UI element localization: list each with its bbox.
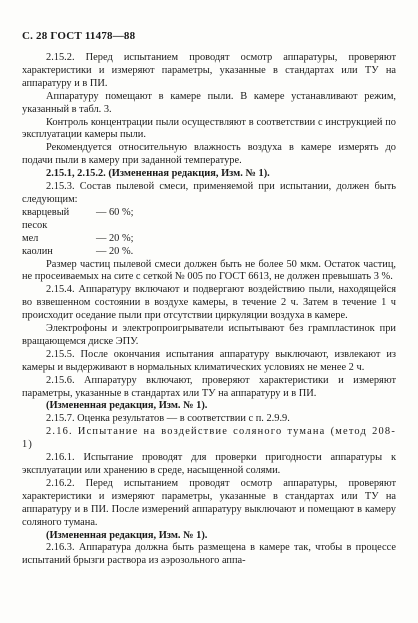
paragraph-electrophones: Электрофоны и электропроигрыватели испытывают без грампластинок при вращающемся диске ЭПУ. bbox=[22, 323, 396, 347]
page-header: С. 28 ГОСТ 11478—88 bbox=[22, 30, 136, 42]
paragraph-2-15-5: 2.15.5. После окончания испытания аппаратуру выключают, извлекают из камеры и выдерживают в нормальных климатических условиях не менее 2 ч. bbox=[22, 348, 396, 373]
component-name: каолин bbox=[22, 245, 53, 257]
paragraph-particle-size: Размер частиц пылевой смеси должен быть не более 50 мкм. Остаток частиц, не просеиваемых на сите с сеткой № 005 по ГОСТ 6613, не должен превышать 3 %. bbox=[22, 258, 396, 283]
paragraph-2-16-1: 2.16.1. Испытание проводят для проверки пригодности аппаратуры к эксплуатации или хранению в среде, насыщенной солями. bbox=[22, 452, 396, 476]
component-value: — 20 %. bbox=[96, 245, 134, 257]
composition-row bbox=[22, 233, 396, 246]
composition-row bbox=[22, 207, 396, 233]
paragraph-2-15-3: 2.15.3. Состав пылевой смеси, применяемой при испытании, должен быть следующим: bbox=[22, 181, 396, 205]
dust-composition-list bbox=[22, 207, 396, 259]
paragraph-2-15-2: 2.15.2. Перед испытанием проводят осмотр аппаратуры, проверяют характеристики и измеряют параметры, указанные в стандартах или ТУ на аппаратуру и в ПИ. bbox=[22, 52, 396, 89]
paragraph-2-16-3: 2.16.3. Аппаратура должна быть размещена в камере так, чтобы в процессе испытаний брызги раствора из аэрозольного аппа- bbox=[22, 542, 396, 567]
paragraph-2-15-7: 2.15.7. Оценка результатов — в соответствии с п. 2.9.9. bbox=[46, 413, 290, 425]
composition-row bbox=[22, 246, 396, 259]
revision-note: (Измененная редакция, Изм. № 1). bbox=[46, 529, 208, 541]
paragraph-2-16-2: 2.16.2. Перед испытанием проводят осмотр аппаратуры, проверяют характеристики и измеряют параметры, указанные в стандартах или ТУ на аппаратуру и в ПИ. После измерений аппаратуру выключают и помещают в камеру соляного тумана. bbox=[22, 477, 396, 528]
revision-note: (Измененная редакция, Изм. № 1). bbox=[46, 400, 208, 412]
paragraph-dust-chamber: Аппаратуру помещают в камере пыли. В камере устанавливают режим, указанный в табл. 3. bbox=[22, 90, 396, 115]
component-name: мел bbox=[22, 232, 39, 244]
paragraph-2-15-4: 2.15.4. Аппаратуру включают и подвергают воздействию пыли, находящейся во взвешенном состоянии в воздухе камеры, в течение 2 ч. Затем в течение 1 ч происходит оседание пыли при отсутствии циркуляции воздуха в камере. bbox=[22, 284, 396, 322]
section-heading-2-16: 2.16. Испытание на воздействие соляного тумана (метод 208-1) bbox=[22, 426, 396, 451]
paragraph-dust-concentration: Контроль концентрации пыли осуществляют в соответствии с инструкцией по эксплуатации камеры пыли. bbox=[22, 116, 396, 141]
component-value: — 60 %; bbox=[96, 206, 134, 218]
component-name: кварцевый песок bbox=[22, 206, 70, 231]
component-value: — 20 %; bbox=[96, 232, 134, 244]
revision-note: 2.15.1, 2.15.2. (Измененная редакция, Изм. № 1). bbox=[46, 168, 270, 180]
paragraph-humidity: Рекомендуется относительную влажность воздуха в камере измерять до подачи пыли в камеру при заданной температуре. bbox=[22, 142, 396, 167]
document-body bbox=[22, 52, 396, 568]
paragraph-2-15-6: 2.15.6. Аппаратуру включают, проверяют характеристики и измеряют параметры, указанные в стандартах или ТУ на аппаратуру и в ПИ. bbox=[22, 374, 396, 399]
